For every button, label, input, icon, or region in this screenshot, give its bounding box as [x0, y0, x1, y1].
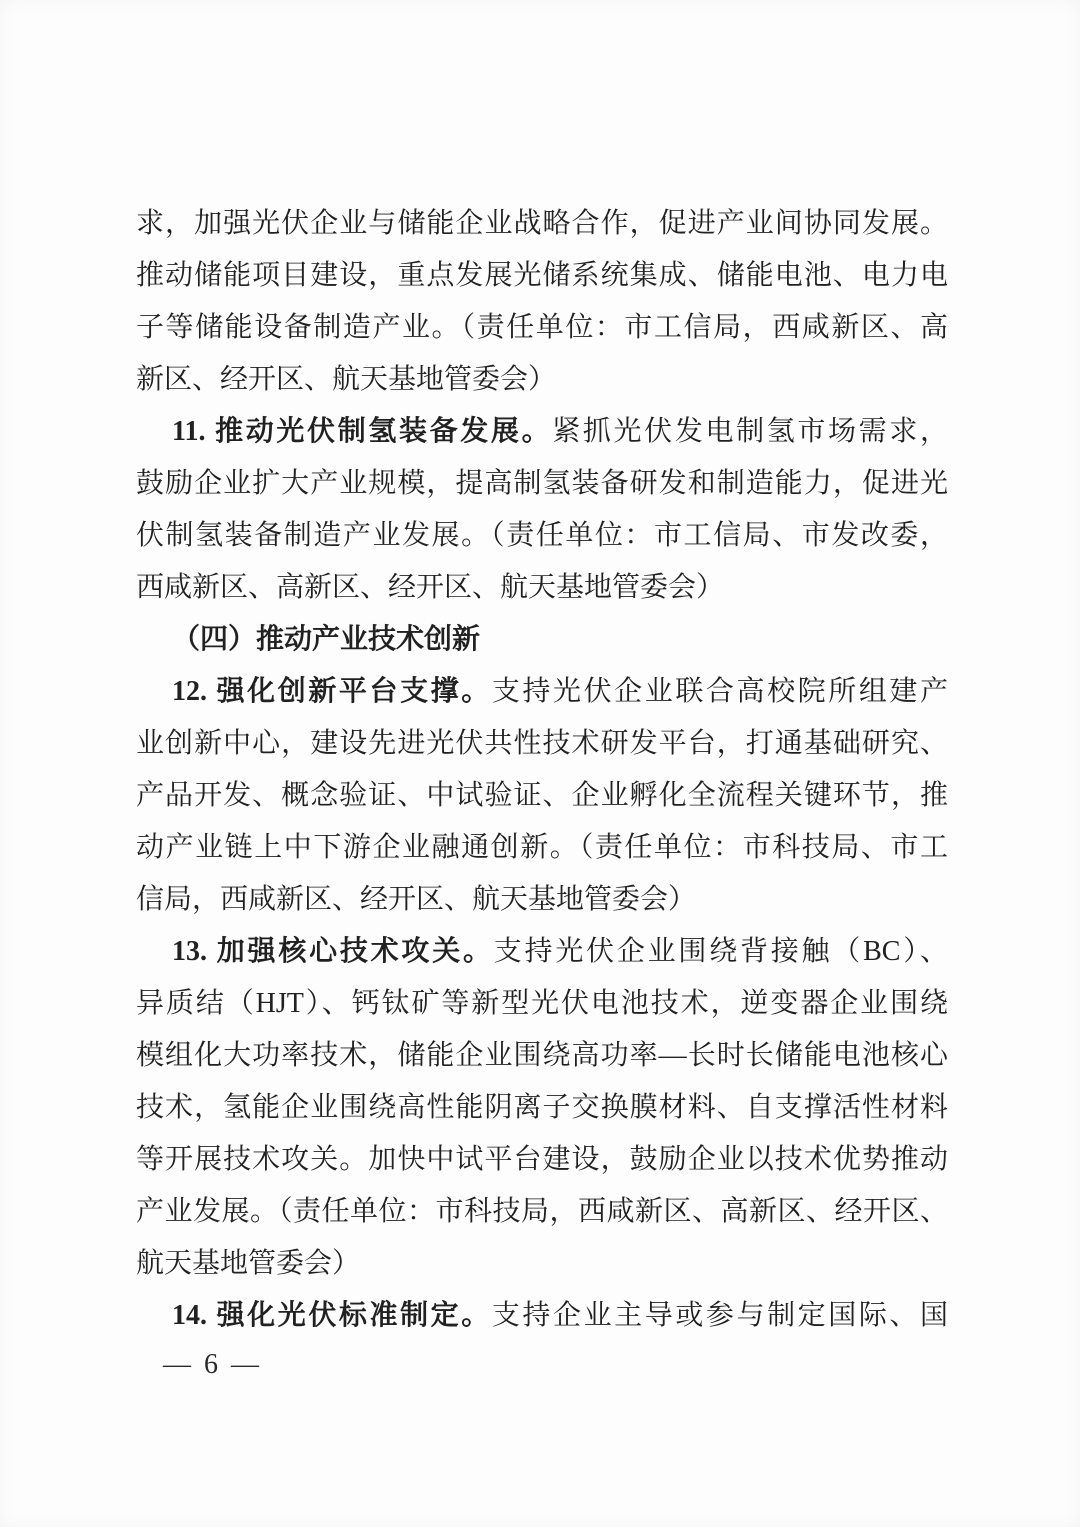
text-run: 伏制氢装备制造产业发展。（责任单位：市工信局、市发改委， — [136, 520, 948, 551]
text-line-6 — [136, 458, 948, 510]
text-run: 异质结（HJT）、钙钛矿等新型光伏电池技术，逆变器企业围绕 — [136, 988, 948, 1019]
bold-heading-run: 14. 强化光伏标准制定。 — [172, 1300, 492, 1331]
text-run: 子等储能设备制造产业。（责任单位：市工信局，西咸新区、高 — [136, 312, 948, 343]
text-run: 产品开发、概念验证、中试验证、企业孵化全流程关键环节，推 — [136, 780, 948, 811]
text-line-17 — [136, 1030, 948, 1082]
text-line-21 — [136, 1238, 948, 1290]
bold-heading-run: 12. 强化创新平台支撑。 — [172, 676, 492, 707]
text-run: 产业发展。（责任单位：市科技局，西咸新区、高新区、经开区、 — [136, 1196, 948, 1227]
text-line-1 — [136, 198, 948, 250]
document-body — [136, 198, 948, 1342]
text-line-2 — [136, 250, 948, 302]
text-run: 技术，氢能企业围绕高性能阴离子交换膜材料、自支撑活性材料 — [136, 1092, 948, 1123]
text-line-18 — [136, 1082, 948, 1134]
text-line-4 — [136, 354, 948, 406]
text-line-7 — [136, 510, 948, 562]
text-line-15 — [136, 926, 948, 978]
text-run: 等开展技术攻关。加快中试平台建设，鼓励企业以技术优势推动 — [136, 1144, 948, 1175]
text-run: 动产业链上中下游企业融通创新。（责任单位：市科技局、市工 — [136, 832, 948, 863]
text-line-12 — [136, 770, 948, 822]
text-run: 紧抓光伏发电制氢市场需求， — [552, 416, 948, 447]
text-line-10 — [136, 666, 948, 718]
text-run: 支持光伏企业围绕背接触（BC）、 — [493, 936, 948, 967]
text-run: 求，加强光伏企业与储能企业战略合作，促进产业间协同发展。 — [136, 208, 948, 239]
text-line-14 — [136, 874, 948, 926]
text-run: 新区、经开区、航天基地管委会） — [136, 364, 557, 395]
text-run: 信局，西咸新区、经开区、航天基地管委会） — [136, 884, 697, 915]
text-run: 支持企业主导或参与制定国际、国 — [491, 1300, 948, 1331]
text-run: 推动储能项目建设，重点发展光储系统集成、储能电池、电力电 — [136, 260, 948, 291]
text-run: 业创新中心，建设先进光伏共性技术研发平台，打通基础研究、 — [136, 728, 948, 759]
bold-heading-run: 13. 加强核心技术攻关。 — [172, 936, 494, 967]
text-line-9 — [136, 614, 948, 666]
text-line-5 — [136, 406, 948, 458]
text-line-16 — [136, 978, 948, 1030]
text-run: 模组化大功率技术，储能企业围绕高功率—长时长储能电池核心 — [136, 1040, 948, 1071]
text-line-20 — [136, 1186, 948, 1238]
page-number: — 6 — — [163, 1349, 262, 1380]
text-run: 支持光伏企业联合高校院所组建产 — [491, 676, 948, 707]
bold-heading-run: （四）推动产业技术创新 — [172, 624, 481, 655]
text-run: 鼓励企业扩大产业规模，提高制氢装备研发和制造能力，促进光 — [136, 468, 948, 499]
text-line-13 — [136, 822, 948, 874]
text-line-8 — [136, 562, 948, 614]
text-run: 航天基地管委会） — [136, 1248, 361, 1279]
bold-heading-run: 11. 推动光伏制氢装备发展。 — [172, 416, 553, 447]
text-line-19 — [136, 1134, 948, 1186]
text-run: 西咸新区、高新区、经开区、航天基地管委会） — [136, 572, 725, 603]
text-line-22 — [136, 1290, 948, 1342]
text-line-3 — [136, 302, 948, 354]
text-line-11 — [136, 718, 948, 770]
